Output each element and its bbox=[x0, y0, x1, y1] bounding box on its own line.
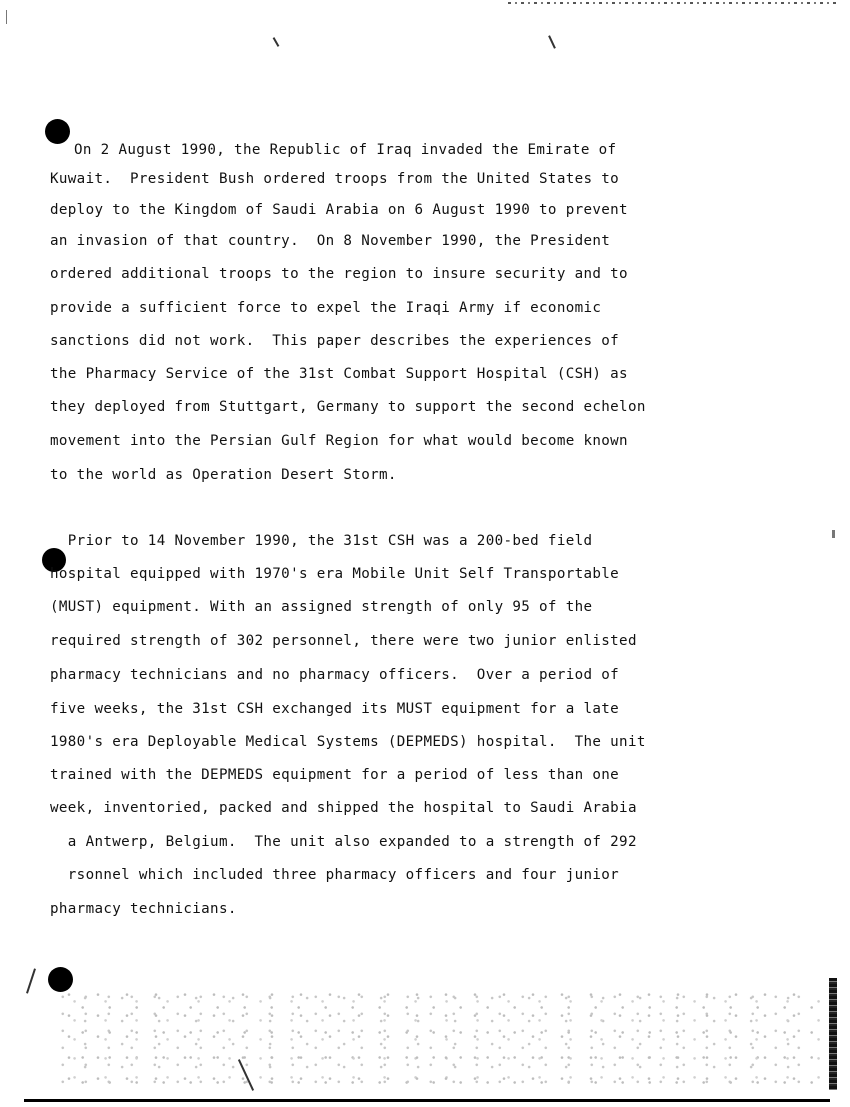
text-line: pharmacy technicians and no pharmacy officers. Over a period of bbox=[50, 667, 620, 683]
text-line: On 2 August 1990, the Republic of Iraq invaded the Emirate of bbox=[74, 142, 617, 158]
text-line: 1980's era Deployable Medical Systems (DEPMEDS) hospital. The unit bbox=[50, 734, 646, 750]
text-line: rsonnel which included three pharmacy officers and four junior bbox=[50, 867, 620, 883]
text-line: they deployed from Stuttgart, Germany to support the second echelon bbox=[50, 399, 646, 415]
text-line: pharmacy technicians. bbox=[50, 901, 237, 917]
text-line: hospital equipped with 1970's era Mobile Unit Self Transportable bbox=[50, 566, 620, 582]
text-line: an invasion of that country. On 8 November 1990, the President bbox=[50, 233, 611, 249]
scan-edge-artifact bbox=[829, 978, 837, 1090]
text-line: provide a sufficient force to expel the Iraqi Army if economic bbox=[50, 300, 602, 316]
text-line: movement into the Persian Gulf Region for what would become known bbox=[50, 433, 628, 449]
scan-mark bbox=[273, 37, 280, 47]
text-line: ordered additional troops to the region to insure security and to bbox=[50, 266, 628, 282]
page-bottom-edge bbox=[24, 1099, 830, 1102]
scan-mark bbox=[6, 10, 7, 24]
punch-hole-top bbox=[45, 119, 70, 144]
text-line: Kuwait. President Bush ordered troops from the United States to bbox=[50, 171, 620, 187]
punch-hole-bottom bbox=[48, 967, 73, 992]
text-line: to the world as Operation Desert Storm. bbox=[50, 467, 397, 483]
text-line: required strength of 302 personnel, there were two junior enlisted bbox=[50, 633, 637, 649]
text-line: (MUST) equipment. With an assigned strength of only 95 of the bbox=[50, 599, 593, 615]
text-line: week, inventoried, packed and shipped the hospital to Saudi Arabia bbox=[50, 800, 637, 816]
text-line: trained with the DEPMEDS equipment for a period of less than one bbox=[50, 767, 620, 783]
text-line: the Pharmacy Service of the 31st Combat Support Hospital (CSH) as bbox=[50, 366, 628, 382]
scan-mark bbox=[548, 35, 556, 49]
text-line: a Antwerp, Belgium. The unit also expanded to a strength of 292 bbox=[50, 834, 637, 850]
text-line: deploy to the Kingdom of Saudi Arabia on 6 August 1990 to prevent bbox=[50, 202, 628, 218]
text-line: Prior to 14 November 1990, the 31st CSH was a 200-bed field bbox=[50, 533, 593, 549]
scan-mark bbox=[832, 530, 835, 538]
text-line: five weeks, the 31st CSH exchanged its MUST equipment for a late bbox=[50, 701, 620, 717]
scan-noise-band bbox=[60, 990, 820, 1088]
scan-mark bbox=[26, 968, 36, 993]
text-line: sanctions did not work. This paper describes the experiences of bbox=[50, 333, 620, 349]
scan-artifact-top bbox=[508, 2, 838, 4]
